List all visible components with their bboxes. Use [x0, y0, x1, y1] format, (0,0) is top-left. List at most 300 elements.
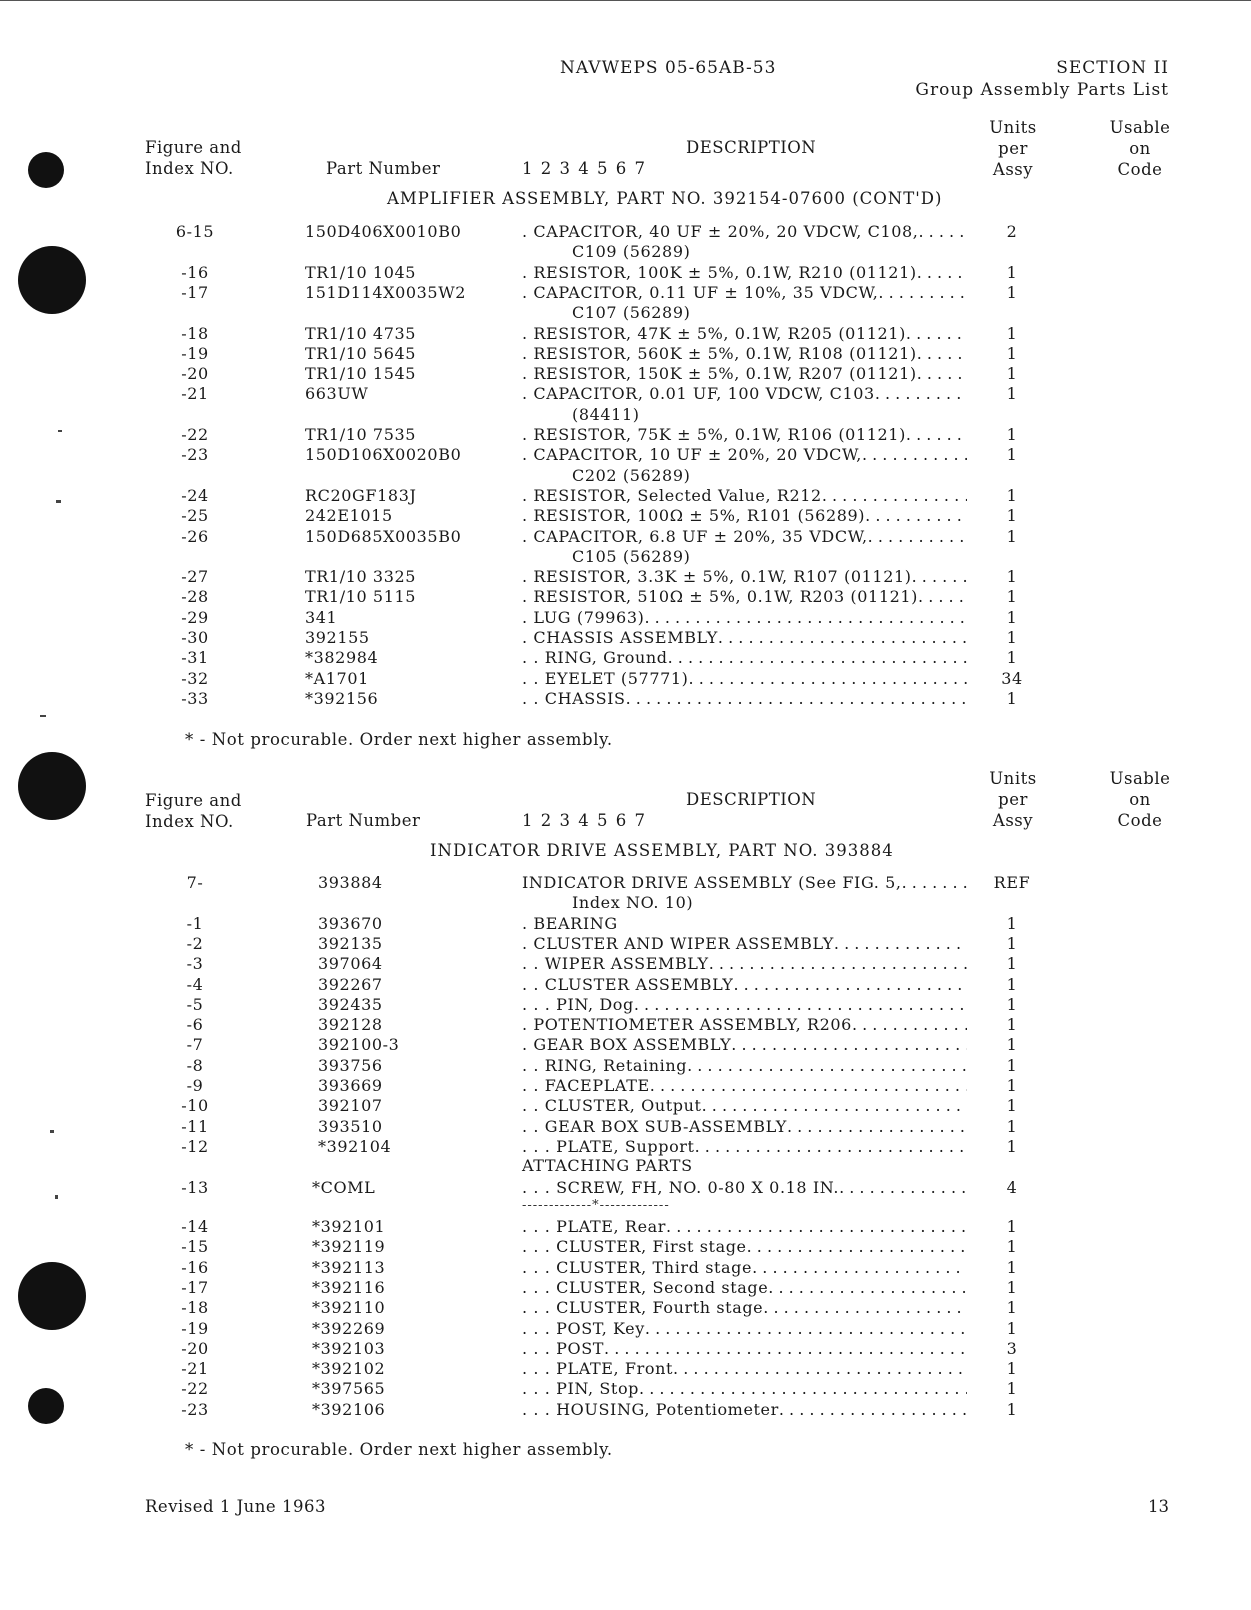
figure-index-header: Figure and Index NO.	[145, 138, 242, 178]
description-text: RESISTOR, Selected Value, R212	[533, 485, 822, 505]
units-per-assy: 1	[1006, 384, 1018, 404]
part-number: 392107	[318, 1096, 383, 1116]
part-number: 242E1015	[305, 506, 393, 526]
description-text: INDICATOR DRIVE ASSEMBLY (See FIG. 5,	[522, 873, 902, 892]
description	[522, 222, 967, 242]
description	[522, 445, 967, 465]
description	[522, 425, 967, 445]
table-row	[0, 995, 1251, 1015]
description	[522, 364, 967, 384]
figure-index: -32	[181, 668, 209, 688]
description-continuation: Index NO. 10)	[572, 893, 694, 913]
units-per-assy: 1	[1006, 1379, 1018, 1399]
description-text: RESISTOR, 100Ω ± 5%, R101 (56289)	[533, 506, 866, 526]
description	[522, 1137, 967, 1157]
part-number: 393884	[318, 873, 383, 892]
table-row	[0, 628, 1251, 648]
figure-index: -22	[181, 1379, 209, 1399]
leader-dots	[862, 445, 967, 465]
part-number: 397064	[318, 954, 383, 974]
table-row	[0, 954, 1251, 974]
description	[522, 1217, 967, 1237]
description	[522, 873, 967, 893]
part-number-header: Part Number	[326, 159, 441, 178]
units-per-assy: 1	[1006, 1015, 1018, 1035]
description-text: POTENTIOMETER ASSEMBLY, R206	[533, 1015, 852, 1035]
leader-dots	[718, 628, 967, 648]
description	[522, 934, 967, 954]
units-per-assy: 1	[1006, 567, 1018, 587]
section-title: Group Assembly Parts List	[915, 80, 1169, 100]
part-number: *392102	[312, 1359, 386, 1379]
indent-dots: .	[522, 607, 534, 627]
description	[522, 914, 967, 934]
table-row	[0, 222, 1251, 242]
table-row	[0, 486, 1251, 506]
leader-dots	[878, 283, 967, 303]
table-row	[0, 669, 1251, 689]
description-text: LUG (79963)	[533, 607, 645, 627]
figure-index: -11	[181, 1116, 209, 1136]
figure-index: -2	[186, 933, 204, 953]
leader-dots	[868, 527, 967, 547]
figure-index: 6-15	[175, 222, 215, 241]
description-text: CAPACITOR, 40 UF ± 20%, 20 VDCW, C108,	[533, 222, 919, 241]
part-number: TR1/10 1045	[305, 262, 417, 282]
table1-footnote: * - Not procurable. Order next higher assembly.	[185, 730, 613, 749]
figure-index-header: Figure and Index NO.	[145, 791, 242, 831]
description-text: HOUSING, Potentiometer	[556, 1399, 779, 1419]
description	[522, 384, 967, 404]
indent-dots: .	[522, 343, 534, 363]
indent-dots: . . .	[522, 1399, 557, 1419]
figure-index: -6	[186, 1015, 204, 1035]
indent-dots: .	[522, 1035, 534, 1055]
table-row	[0, 1137, 1251, 1157]
part-number: TR1/10 4735	[305, 323, 417, 343]
units-per-assy: 1	[1006, 1318, 1018, 1338]
leader-dots	[733, 975, 967, 995]
description-text: SCREW, FH, NO. 0-80 X 0.18 IN.	[556, 1178, 840, 1197]
indent-dots: . .	[522, 974, 545, 994]
table-row	[0, 934, 1251, 954]
figure-index: -27	[181, 567, 209, 587]
description	[522, 344, 967, 364]
description-text: RESISTOR, 75K ± 5%, 0.1W, R106 (01121)	[533, 425, 906, 444]
table-row	[0, 283, 1251, 303]
indent-dots: .	[522, 425, 534, 444]
units-per-assy: 1	[1006, 1237, 1018, 1257]
part-number: 663UW	[305, 384, 369, 404]
units-header: Units per Assy	[989, 769, 1037, 830]
indent-dots: .	[522, 222, 534, 241]
units-per-assy: 1	[1006, 648, 1018, 668]
part-number: *392119	[312, 1237, 386, 1257]
figure-index: -16	[181, 262, 209, 282]
figure-index: -24	[181, 485, 209, 505]
indent-dots: . . .	[522, 1298, 557, 1318]
indent-dots: .	[522, 526, 534, 546]
units-per-assy: 34	[1001, 668, 1023, 688]
indent-dots: .	[522, 282, 534, 302]
description-text: RING, Retaining	[544, 1055, 688, 1075]
units-per-assy: 1	[1006, 933, 1018, 953]
figure-index: -16	[181, 1257, 209, 1277]
table-row	[0, 506, 1251, 526]
figure-index: -26	[181, 526, 209, 546]
figure-index: -1	[186, 913, 204, 933]
part-number: *392106	[312, 1399, 386, 1419]
table2-title: INDICATOR DRIVE ASSEMBLY, PART NO. 393884	[430, 841, 894, 860]
table-row	[0, 1096, 1251, 1116]
indent-dots: .	[522, 364, 534, 384]
indent-dots: . . .	[522, 1338, 557, 1358]
units-per-assy: 1	[1006, 1257, 1018, 1277]
part-number: *392116	[312, 1277, 386, 1297]
description	[522, 1056, 967, 1076]
figure-index: -15	[181, 1237, 209, 1257]
description	[522, 567, 967, 587]
leader-dots	[731, 1035, 967, 1055]
leader-dots	[709, 954, 967, 974]
indent-dots: .	[522, 323, 534, 343]
description	[522, 975, 967, 995]
figure-index: -29	[181, 607, 209, 627]
indent-dots: . .	[522, 668, 545, 688]
description	[522, 263, 967, 283]
part-number: *392110	[312, 1298, 386, 1318]
part-number: 150D106X0020B0	[305, 445, 462, 465]
figure-index: -17	[181, 282, 209, 302]
part-number: 392435	[318, 994, 383, 1014]
description	[522, 669, 967, 689]
description	[522, 1359, 967, 1379]
description-text: CHASSIS ASSEMBLY	[533, 628, 718, 647]
units-per-assy: 1	[1006, 1096, 1018, 1116]
figure-index: -13	[181, 1178, 209, 1197]
units-per-assy: 1	[1006, 262, 1018, 282]
indent-scale: 1 2 3 4 5 6 7	[522, 811, 646, 830]
part-number: 341	[305, 607, 338, 627]
indent-scale: 1 2 3 4 5 6 7	[522, 159, 646, 178]
part-number: *392269	[312, 1318, 386, 1338]
units-per-assy: 1	[1006, 526, 1018, 546]
description-text: RESISTOR, 560K ± 5%, 0.1W, R108 (01121)	[533, 343, 917, 363]
description-continuation: C109 (56289)	[572, 242, 691, 262]
leader-dots	[634, 995, 967, 1015]
table-row	[0, 1117, 1251, 1137]
figure-index: -4	[186, 974, 204, 994]
indent-dots: .	[522, 628, 534, 647]
leader-dots	[917, 344, 967, 364]
description	[522, 1035, 967, 1055]
indent-dots: . . .	[522, 1237, 557, 1257]
leader-dots	[902, 873, 967, 893]
part-number: TR1/10 5645	[305, 343, 417, 363]
table-row	[0, 975, 1251, 995]
indent-dots: .	[522, 1015, 534, 1035]
part-number: 392135	[318, 933, 383, 953]
description-text: PIN, Dog	[556, 994, 634, 1014]
description-text: CLUSTER, Second stage	[556, 1277, 769, 1297]
leader-dots	[906, 425, 967, 445]
units-per-assy: 1	[1006, 323, 1018, 343]
figure-index: -23	[181, 445, 209, 465]
part-number: TR1/10 1545	[305, 364, 417, 384]
leader-dots	[752, 1258, 967, 1278]
indent-dots: . . .	[522, 1277, 557, 1297]
binder-hole	[28, 152, 64, 188]
leader-dots	[768, 1278, 967, 1298]
indent-dots: .	[522, 913, 534, 933]
part-number: *392103	[312, 1338, 386, 1358]
description-text: GEAR BOX ASSEMBLY	[533, 1035, 732, 1055]
description	[522, 587, 967, 607]
figure-index: -10	[181, 1096, 209, 1116]
description	[522, 324, 967, 344]
part-number: TR1/10 3325	[305, 567, 417, 587]
leader-dots	[852, 1015, 967, 1035]
description-text: CLUSTER, Third stage	[556, 1257, 753, 1277]
leader-dots	[779, 1400, 967, 1420]
leader-dots	[917, 263, 967, 283]
indent-dots: . .	[522, 648, 545, 668]
units-per-assy: 1	[1006, 994, 1018, 1014]
leader-dots	[604, 1339, 967, 1359]
description-text: EYELET (57771)	[544, 668, 689, 688]
page-number: 13	[1148, 1497, 1169, 1516]
leader-dots	[747, 1237, 967, 1257]
figure-index: -28	[181, 587, 209, 607]
units-per-assy: 1	[1006, 607, 1018, 627]
description-text: CAPACITOR, 0.01 UF, 100 VDCW, C103	[533, 384, 875, 404]
description	[522, 608, 967, 628]
table-row	[0, 1217, 1251, 1237]
description	[522, 689, 967, 709]
leader-dots	[919, 222, 968, 242]
part-number: TR1/10 5115	[305, 587, 417, 607]
description-text: RESISTOR, 100K ± 5%, 0.1W, R210 (01121)	[533, 262, 917, 282]
description-text: BEARING	[533, 913, 618, 933]
leader-dots	[645, 1319, 967, 1339]
description-header: DESCRIPTION	[686, 138, 817, 157]
part-number: 392128	[318, 1015, 383, 1035]
description-text: PLATE, Rear	[556, 1217, 667, 1236]
part-number: *A1701	[305, 668, 369, 688]
units-per-assy: 4	[1006, 1178, 1018, 1197]
indent-dots: .	[522, 262, 534, 282]
part-number: 393510	[318, 1116, 383, 1136]
figure-index: -19	[181, 1318, 209, 1338]
table-row	[0, 384, 1251, 404]
description	[522, 1379, 967, 1399]
description-text: POST, Key	[556, 1318, 645, 1338]
description-text: PLATE, Front	[556, 1359, 674, 1379]
part-number: *392101	[312, 1217, 386, 1236]
attaching-parts-heading: ATTACHING PARTS	[522, 1156, 693, 1175]
description-text: CAPACITOR, 10 UF ± 20%, 20 VDCW,	[533, 445, 862, 465]
description-text: PIN, Stop	[556, 1379, 640, 1399]
indent-dots: .	[522, 485, 534, 505]
figure-index: -20	[181, 1338, 209, 1358]
units-per-assy: 1	[1006, 954, 1018, 974]
description-text: POST	[556, 1338, 605, 1358]
leader-dots	[673, 1359, 967, 1379]
leader-dots	[644, 608, 967, 628]
part-number: *397565	[312, 1379, 386, 1399]
leader-dots	[626, 689, 967, 709]
part-number: *392156	[305, 688, 379, 708]
table-row	[0, 873, 1251, 893]
revision-date: Revised 1 June 1963	[145, 1497, 326, 1516]
table-row	[0, 1278, 1251, 1298]
indent-dots: . . .	[522, 994, 557, 1014]
part-number: 392267	[318, 974, 383, 994]
description-text: CLUSTER ASSEMBLY	[544, 974, 734, 994]
part-number: RC20GF183J	[305, 485, 417, 505]
leader-dots	[702, 1096, 967, 1116]
figure-index: -17	[181, 1277, 209, 1297]
leader-dots	[865, 506, 967, 526]
indent-dots: .	[522, 587, 534, 607]
units-per-assy: 1	[1006, 1277, 1018, 1297]
part-number: *392113	[312, 1257, 386, 1277]
leader-dots	[822, 486, 967, 506]
description-text: PLATE, Support	[556, 1136, 695, 1156]
figure-index: -21	[181, 384, 209, 404]
figure-index: -7	[186, 1035, 204, 1055]
units-per-assy: REF	[993, 873, 1031, 892]
leader-dots	[834, 934, 967, 954]
binder-hole	[18, 752, 86, 820]
usable-header: Usable on Code	[1109, 769, 1171, 830]
indent-dots: . .	[522, 1076, 545, 1095]
table-row	[0, 324, 1251, 344]
leader-dots	[666, 1217, 967, 1237]
description-continuation: C202 (56289)	[572, 465, 691, 485]
table-row	[0, 263, 1251, 283]
units-header: Units per Assy	[989, 118, 1037, 179]
description	[522, 1117, 967, 1137]
part-number: TR1/10 7535	[305, 425, 417, 444]
table-row	[0, 1359, 1251, 1379]
table-row	[0, 1319, 1251, 1339]
indent-dots: . . .	[522, 1379, 557, 1399]
description-text: CLUSTER, Fourth stage	[556, 1298, 764, 1318]
indent-dots: . .	[522, 688, 545, 708]
description-text: RING, Ground	[544, 648, 668, 668]
description	[522, 1258, 967, 1278]
units-per-assy: 1	[1006, 445, 1018, 465]
description	[522, 1076, 967, 1096]
table-row	[0, 567, 1251, 587]
table-row	[0, 1076, 1251, 1096]
table-row	[0, 914, 1251, 934]
part-number-header: Part Number	[306, 811, 421, 830]
indent-dots: . .	[522, 954, 545, 974]
description	[522, 1015, 967, 1035]
indent-dots: . . .	[522, 1178, 557, 1197]
units-per-assy: 1	[1006, 343, 1018, 363]
units-per-assy: 1	[1006, 1035, 1018, 1055]
part-number: *392104	[318, 1136, 392, 1156]
description	[522, 995, 967, 1015]
figure-index: -22	[181, 425, 209, 444]
description-text: RESISTOR, 510Ω ± 5%, 0.1W, R203 (01121)	[533, 587, 919, 607]
table-row	[0, 364, 1251, 384]
figure-index: -3	[186, 954, 204, 974]
figure-index: -33	[181, 688, 209, 708]
units-per-assy: 1	[1006, 1359, 1018, 1379]
figure-index: -30	[181, 628, 209, 647]
leader-dots	[639, 1379, 967, 1399]
indent-dots: .	[522, 933, 534, 953]
table-row	[0, 1015, 1251, 1035]
description-text: CAPACITOR, 0.11 UF ± 10%, 35 VDCW,	[533, 282, 879, 302]
description-text: CHASSIS	[544, 688, 626, 708]
part-number: 393669	[318, 1076, 383, 1095]
description	[522, 1319, 967, 1339]
figure-index: -18	[181, 323, 209, 343]
table1-title: AMPLIFIER ASSEMBLY, PART NO. 392154-07600 (CONT'D)	[387, 189, 943, 208]
figure-index: -23	[181, 1399, 209, 1419]
description	[522, 506, 967, 526]
table-row	[0, 587, 1251, 607]
leader-dots	[839, 1178, 967, 1198]
leader-dots	[917, 364, 967, 384]
units-per-assy: 2	[1006, 222, 1018, 241]
leader-dots	[787, 1117, 967, 1137]
table-row	[0, 1178, 1251, 1198]
page-top-rule	[0, 0, 1251, 1]
description-text: RESISTOR, 3.3K ± 5%, 0.1W, R107 (01121)	[533, 567, 912, 587]
figure-index: -19	[181, 343, 209, 363]
description-text: GEAR BOX SUB-ASSEMBLY	[544, 1116, 787, 1136]
table-row	[0, 1400, 1251, 1420]
leader-dots	[650, 1076, 967, 1096]
units-per-assy: 1	[1006, 1076, 1018, 1095]
units-per-assy: 1	[1006, 282, 1018, 302]
table-row	[0, 527, 1251, 547]
scan-speck	[40, 715, 46, 717]
indent-dots: . .	[522, 1096, 545, 1116]
leader-dots	[918, 587, 967, 607]
description-continuation: (84411)	[572, 404, 640, 424]
figure-index: -31	[181, 648, 209, 668]
units-per-assy: 1	[1006, 1055, 1018, 1075]
part-number: *COML	[312, 1178, 376, 1197]
units-per-assy: 3	[1006, 1338, 1018, 1358]
usable-header: Usable on Code	[1109, 118, 1171, 179]
description-text: RESISTOR, 47K ± 5%, 0.1W, R205 (01121)	[533, 323, 906, 343]
table-row	[0, 1379, 1251, 1399]
part-number: 392100-3	[318, 1035, 400, 1055]
indent-dots: .	[522, 506, 534, 526]
description-text: WIPER ASSEMBLY	[544, 954, 709, 974]
leader-dots	[906, 324, 967, 344]
part-number: *382984	[305, 648, 379, 668]
units-per-assy: 1	[1006, 364, 1018, 384]
description	[522, 648, 967, 668]
figure-index: -20	[181, 364, 209, 384]
units-per-assy: 1	[1006, 974, 1018, 994]
description	[522, 628, 967, 648]
part-number: 392155	[305, 628, 370, 647]
indent-dots: . .	[522, 1116, 545, 1136]
attaching-parts-separator: -------------*-------------	[522, 1198, 670, 1213]
description-text: CLUSTER, Output	[544, 1096, 702, 1116]
leader-dots	[695, 1137, 967, 1157]
